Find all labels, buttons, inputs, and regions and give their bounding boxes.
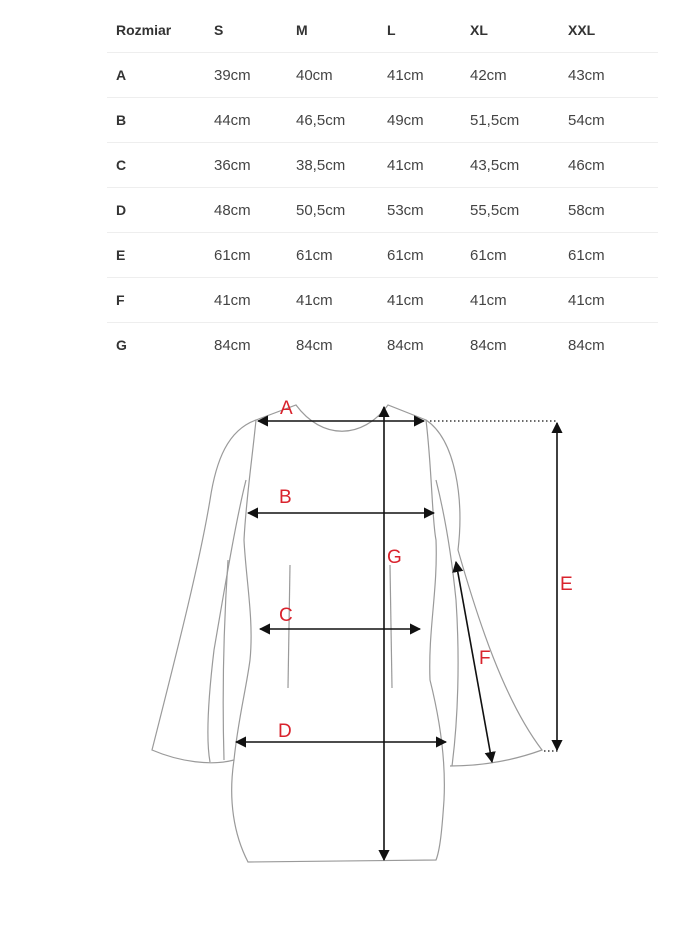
- guide-lines: [430, 421, 558, 751]
- table-cell: 41cm: [378, 278, 461, 323]
- right-dart: [390, 565, 392, 688]
- label-g: G: [387, 547, 402, 568]
- row-label: D: [107, 188, 205, 233]
- table-cell: 84cm: [205, 323, 287, 368]
- header-cell: XL: [470, 22, 488, 38]
- table-cell: 84cm: [287, 323, 378, 368]
- table-cell: 43,5cm: [461, 143, 559, 188]
- header-cell: L: [387, 22, 396, 38]
- table-cell: 41cm: [378, 53, 461, 98]
- header-cell: XXL: [568, 22, 596, 38]
- table-cell: 38,5cm: [287, 143, 378, 188]
- label-f: F: [479, 648, 491, 669]
- header-cell: M: [296, 22, 308, 38]
- table-cell: 51,5cm: [461, 98, 559, 143]
- table-cell: 41cm: [378, 143, 461, 188]
- table-cell: 58cm: [559, 188, 658, 233]
- table-cell: 41cm: [205, 278, 287, 323]
- table-cell: 61cm: [559, 233, 658, 278]
- dress-outline: [152, 405, 542, 862]
- row-label: F: [107, 278, 205, 323]
- table-cell: 41cm: [287, 278, 378, 323]
- table-cell: 40cm: [287, 53, 378, 98]
- table-cell: 61cm: [287, 233, 378, 278]
- table-cell: 46,5cm: [287, 98, 378, 143]
- table-cell: 61cm: [205, 233, 287, 278]
- header-cell: Rozmiar: [116, 22, 172, 38]
- body-outline: [232, 405, 445, 862]
- table-cell: 84cm: [378, 323, 461, 368]
- table-cell: 54cm: [559, 98, 658, 143]
- label-c: C: [279, 605, 293, 626]
- row-label: G: [107, 323, 205, 368]
- row-label: B: [107, 98, 205, 143]
- row-label: A: [107, 53, 205, 98]
- left-sleeve-inner: [208, 480, 246, 762]
- table-cell: 61cm: [378, 233, 461, 278]
- table-cell: 53cm: [378, 188, 461, 233]
- row-label: E: [107, 233, 205, 278]
- table-cell: 84cm: [461, 323, 559, 368]
- table-cell: 36cm: [205, 143, 287, 188]
- table-cell: 41cm: [461, 278, 559, 323]
- table-cell: 50,5cm: [287, 188, 378, 233]
- label-b: B: [279, 487, 292, 508]
- row-label: C: [107, 143, 205, 188]
- label-e: E: [560, 574, 573, 595]
- measure-arrows: [236, 407, 557, 860]
- table-cell: 44cm: [205, 98, 287, 143]
- table-cell: 49cm: [378, 98, 461, 143]
- table-cell: 46cm: [559, 143, 658, 188]
- table-cell: 39cm: [205, 53, 287, 98]
- label-d: D: [278, 721, 292, 742]
- table-cell: 48cm: [205, 188, 287, 233]
- table-cell: 41cm: [559, 278, 658, 323]
- table-cell: 42cm: [461, 53, 559, 98]
- left-sleeve: [152, 420, 256, 763]
- left-dart: [288, 565, 290, 688]
- table-cell: 84cm: [559, 323, 658, 368]
- table-cell: 61cm: [461, 233, 559, 278]
- table-cell: 43cm: [559, 53, 658, 98]
- header-cell: S: [214, 22, 224, 38]
- table-cell: 55,5cm: [461, 188, 559, 233]
- label-a: A: [280, 398, 293, 419]
